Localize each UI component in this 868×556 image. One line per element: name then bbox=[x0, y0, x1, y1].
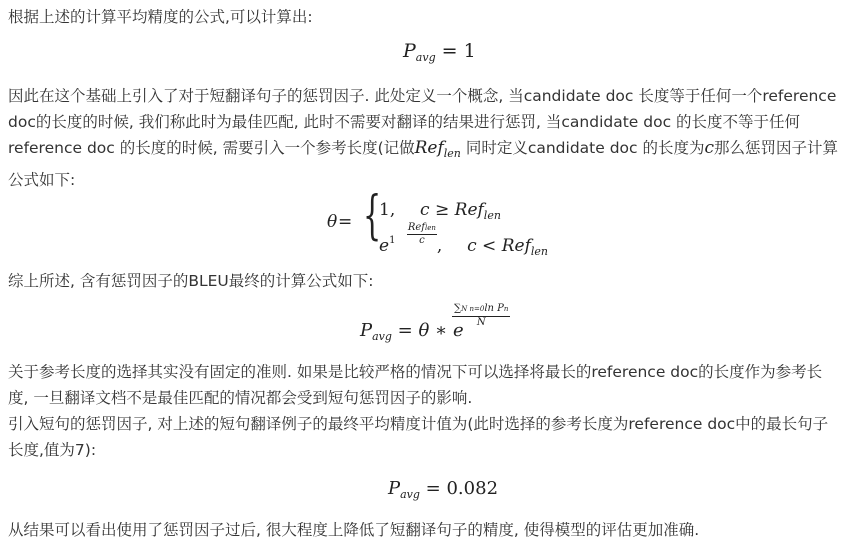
eq2-case1-ref: Ref bbox=[454, 200, 484, 220]
eq3-exponent bbox=[452, 302, 510, 329]
eq2-case1-sub: len bbox=[483, 209, 501, 222]
eq3-times: ∗ bbox=[429, 320, 454, 341]
example-line-1: 引入短句的惩罚因子, 对上述的短句翻译例子的最终平均精度计值为(此时选择的参考长度为reference doc中的最长句子 bbox=[8, 415, 829, 433]
eq2-rel: = bbox=[338, 212, 353, 232]
eq1-lhs: P bbox=[403, 40, 416, 62]
eq3-exp-den: N bbox=[476, 317, 486, 328]
example-line-2: 长度,值为7): bbox=[8, 441, 97, 459]
inline-ref-sub: len bbox=[443, 147, 461, 160]
intro-text: 根据上述的计算平均精度的公式,可以计算出: bbox=[8, 8, 313, 26]
eq1-lhs-sub: avg bbox=[415, 51, 436, 64]
eq2-case2-frac bbox=[407, 222, 437, 246]
inline-ref-len bbox=[415, 138, 461, 158]
penalty-line-2: doc的长度的时候, 我们称此时为最佳匹配, 此时不需要对翻译的结果进行惩罚, 当candidate doc 的长度不等于任何 bbox=[8, 113, 801, 131]
eq2-case-2 bbox=[379, 222, 548, 258]
eq3-exp-num bbox=[452, 302, 510, 317]
eq4-rhs: 0.082 bbox=[446, 478, 499, 499]
eq2-case2-exp: 1 bbox=[389, 235, 396, 246]
eq2-lhs: θ bbox=[327, 212, 338, 232]
eq3-lhs: P bbox=[360, 320, 373, 341]
eq2-case-1 bbox=[379, 200, 501, 222]
reference-length-line-2: 度, 一旦翻译文档不是最佳匹配的情况都会受到短句惩罚因子的影响. bbox=[8, 389, 473, 407]
text-reference-length bbox=[8, 359, 828, 463]
eq2-frac-num-sub: len bbox=[425, 224, 436, 232]
text-penalty-definition bbox=[8, 83, 838, 193]
text-intro bbox=[8, 4, 313, 30]
eq2-case2-c: c bbox=[467, 236, 477, 256]
equation-pavg-result bbox=[388, 478, 498, 501]
eq3-rel: = bbox=[391, 320, 419, 341]
penalty-line-3b: 同时定义candidate doc 的长度为 bbox=[460, 139, 705, 157]
penalty-line-3a: reference doc 的长度的时候, 需要引入一个参考长度(记做 bbox=[8, 139, 415, 157]
eq2-case2-sub: len bbox=[530, 245, 548, 258]
eq2-case2-comma: , bbox=[436, 236, 443, 256]
eq1-rhs: 1 bbox=[463, 40, 476, 62]
eq3-base: e bbox=[453, 320, 464, 341]
eq2-brace: { bbox=[363, 186, 382, 246]
eq4-rel: = bbox=[419, 478, 447, 499]
eq2-case2-op: < bbox=[476, 236, 502, 256]
eq3-exp-limits: N n=0 bbox=[461, 305, 485, 313]
eq2-case1-value: 1, bbox=[379, 200, 396, 220]
penalty-line-1: 因此在这个基础上引入了对于短翻译句子的惩罚因子. 此处定义一个概念, 当candidate doc 长度等于任何一个reference bbox=[8, 87, 837, 105]
eq4-lhs-sub: avg bbox=[400, 488, 420, 501]
eq2-case1-c: c bbox=[420, 200, 430, 220]
eq2-case1-op: ≥ bbox=[429, 200, 455, 220]
conclusion-text: 从结果可以看出使用了惩罚因子过后, 很大程度上降低了短翻译句子的精度, 使得模型的评估更加准确. bbox=[8, 521, 700, 539]
equation-penalty-piecewise bbox=[327, 186, 567, 258]
inline-ref-base: Ref bbox=[414, 138, 444, 158]
eq3-theta: θ bbox=[418, 320, 430, 341]
text-bleu-summary bbox=[8, 268, 374, 294]
eq3-exp-body-sub: n bbox=[503, 305, 509, 313]
eq3-lhs-sub: avg bbox=[372, 330, 392, 343]
eq2-frac-num-base: Ref bbox=[407, 222, 425, 233]
penalty-line-4: 公式如下: bbox=[8, 171, 76, 189]
eq2-case2-ref: Ref bbox=[501, 236, 531, 256]
eq3-exp-sum: ∑ bbox=[454, 303, 462, 314]
eq2-frac-num bbox=[407, 222, 437, 235]
equation-bleu bbox=[360, 302, 520, 350]
eq2-frac-den: c bbox=[419, 235, 425, 246]
eq4-lhs: P bbox=[388, 478, 401, 499]
penalty-line-3c: 那么惩罚因子计算 bbox=[714, 139, 839, 157]
equation-pavg-1 bbox=[403, 40, 476, 64]
eq3-main bbox=[360, 320, 464, 343]
inline-c: c bbox=[704, 138, 715, 158]
eq2-case2-base: e bbox=[379, 236, 390, 256]
eq3-exp-body: ln P bbox=[484, 303, 504, 314]
eq1-rel: = bbox=[435, 40, 464, 62]
bleu-summary-text: 综上所述, 含有惩罚因子的BLEU最终的计算公式如下: bbox=[8, 272, 374, 290]
reference-length-line-1: 关于参考长度的选择其实没有固定的准则. 如果是比较严格的情况下可以选择将最长的reference doc的长度作为参考长 bbox=[8, 363, 823, 381]
text-conclusion bbox=[8, 517, 699, 543]
